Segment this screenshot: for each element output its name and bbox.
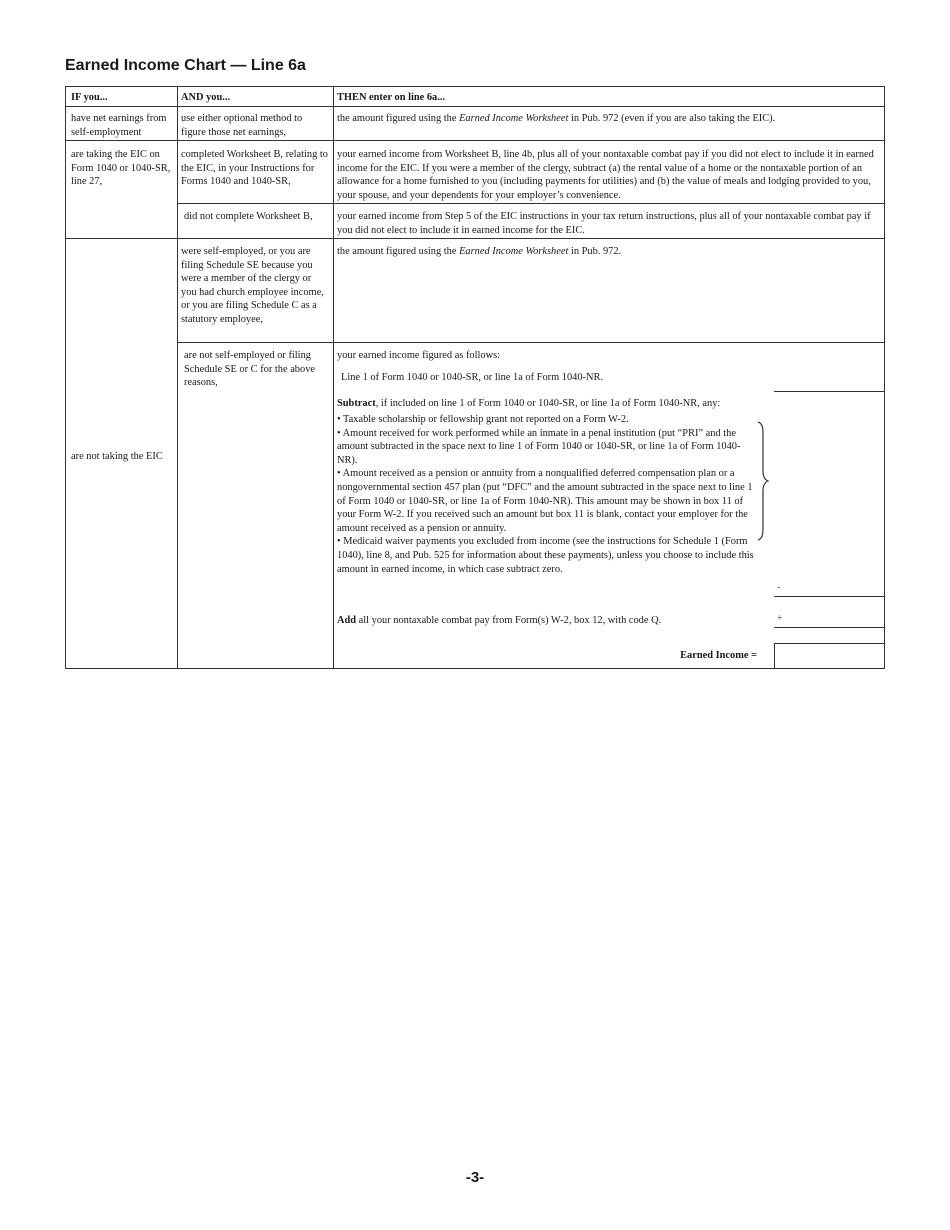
row3b-add: Add all your nontaxable combat pay from Form(s) W-2, box 12, with code Q. bbox=[337, 615, 662, 626]
earned-income-chart-table bbox=[65, 86, 885, 669]
header-if: IF you... bbox=[71, 92, 108, 103]
row3b-intro: your earned income figured as follows: bbox=[337, 350, 501, 361]
row2a-then: your earned income from Worksheet B, line 4b, plus all of your nontaxable combat pay if you did not elect to include it in earned income for the EIC. If you were a member of the clergy, subtract (a) the rental value of a home or the nontaxable portion of an allowance for a home furnished to you (including payments for utilities) and (b) the value of meals and lodging provided to you, your spouse, and your dependents for your employer’s convenience. bbox=[337, 149, 874, 201]
table-border-bottom-left bbox=[65, 668, 177, 669]
column-divider-2 bbox=[333, 86, 334, 669]
bullet-scholarship: • Taxable scholarship or fellowship grant not reported on a Form W-2. bbox=[337, 414, 629, 425]
add-amount-line bbox=[774, 627, 885, 628]
bullet-pension: • Amount received as a pension or annuity from a nonqualified deferred compensation plan or a nongovernmental section 457 plan (put “DFC” and the amount subtracted in the space next to line 1 of Form 1040 or 1040-SR, or line 1a of Form 1040-NR). This amount may be shown in box 11 of your Form W-2. If you received such an amount but box 11 is blank, contact your employer for the amount received as a pension or annuity. bbox=[337, 468, 753, 534]
table-border-left bbox=[65, 86, 66, 669]
earned-income-label: Earned Income = bbox=[680, 650, 757, 661]
row3a-and: were self-employed, or you are filing Schedule SE because you were a member of the clergy or you had church employee income, or you are filing Schedule C as a statutory employee, bbox=[181, 246, 324, 325]
row2a-divider bbox=[177, 203, 885, 204]
header-then: THEN enter on line 6a... bbox=[337, 92, 446, 103]
row1-and: use either optional method to figure those net earnings, bbox=[181, 113, 303, 138]
plus-sign: + bbox=[777, 613, 783, 624]
header-and: AND you... bbox=[181, 92, 231, 103]
row1-then: the amount figured using the Earned Income Worksheet in Pub. 972 (even if you are also taking the EIC). bbox=[337, 113, 776, 124]
row3b-and: are not self-employed or filing Schedule SE or C for the above reasons, bbox=[184, 350, 316, 389]
table-border-bottom bbox=[177, 668, 885, 669]
row3b-line1: Line 1 of Form 1040 or 1040-SR, or line 1a of Form 1040-NR. bbox=[341, 372, 604, 383]
row3b-subtract: Subtract, if included on line 1 of Form 1040 or 1040-SR, or line 1a of Form 1040-NR, any: bbox=[337, 398, 721, 409]
row2b-and: did not complete Worksheet B, bbox=[184, 211, 313, 222]
row3b-bullet-list bbox=[337, 413, 757, 576]
row2-divider bbox=[65, 238, 885, 239]
row3a-then: the amount figured using the Earned Income Worksheet in Pub. 972. bbox=[337, 246, 622, 257]
line1-amount-line bbox=[774, 391, 885, 392]
row1-if: have net earnings from self-employment bbox=[71, 113, 167, 138]
row2b-then: your earned income from Step 5 of the EIC instructions in your tax return instructions, plus all of your nontaxable combat pay if you did not elect to include it in earned income for the EIC. bbox=[337, 211, 871, 236]
minus-sign: - bbox=[777, 582, 781, 593]
page-number: -3- bbox=[465, 1169, 485, 1186]
table-border-top bbox=[65, 86, 885, 87]
column-divider-1 bbox=[177, 86, 178, 669]
bullet-inmate: • Amount received for work performed while an inmate in a penal institution (put “PRI” and the amount subtracted in the space next to line 1 of Form 1040 or 1040-SR, or line 1a of Form 1040-NR). bbox=[337, 427, 741, 466]
right-brace-icon bbox=[757, 421, 769, 541]
row1-divider bbox=[65, 140, 885, 141]
row3a-divider bbox=[177, 342, 885, 343]
bullet-medicaid: • Medicaid waiver payments you excluded from income (see the instructions for Schedule 1 (Form 1040), line 8, and Pub. 525 for information about these payments), unless you choose to include this amount in earned income, in which case subtract zero. bbox=[337, 536, 754, 575]
table-border-right bbox=[884, 86, 885, 669]
row3-if: are not taking the EIC bbox=[71, 451, 163, 462]
row2a-and: completed Worksheet B, relating to the EIC, in your Instructions for Forms 1040 and 1040-SR, bbox=[181, 149, 329, 188]
header-divider bbox=[65, 106, 885, 107]
subtract-amount-line bbox=[774, 596, 885, 597]
page-title: Earned Income Chart — Line 6a bbox=[65, 57, 306, 74]
row2-if: are taking the EIC on Form 1040 or 1040-SR, line 27, bbox=[71, 149, 171, 188]
earned-income-total-box[interactable] bbox=[774, 643, 885, 668]
